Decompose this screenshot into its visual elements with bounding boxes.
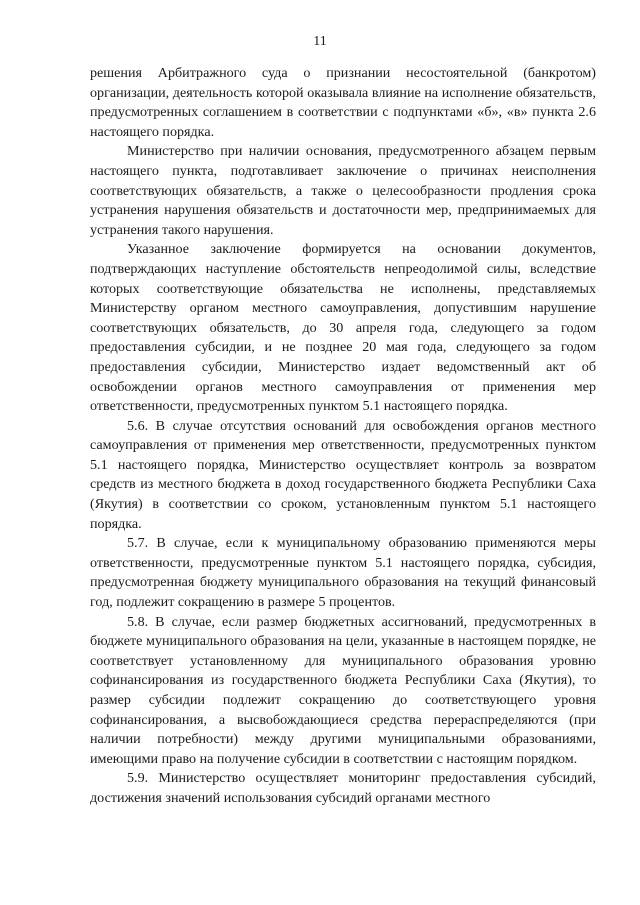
paragraph-5-8: 5.8. В случае, если размер бюджетных ассигнований, предусмотренных в бюджете муниципального образования на цели, указанные в настоящем порядке, не соответствует установленному для муниципального образования уровню софинансирования из государственного бюджета Республики Саха (Якутия), то размер субсидии подлежит сокращению до соответствующего уровня софинансирования, а высвобождающиеся средства перераспределяются (при наличии потребности) между другими муниципальными образованиями, имеющими право на получение субсидии в соответствии с настоящим порядком. [90,613,596,767]
paragraph-continuation: решения Арбитражного суда о признании несостоятельной (банкротом) организации, деятельность которой оказывала влияние на исполнение обязательств, предусмотренных соглашением в соответствии с подпунктами «б», «в» пункта 2.6 настоящего порядка. [90,65,596,140]
paragraph-5-6: 5.6. В случае отсутствия оснований для освобождения органов местного самоуправления от применения мер ответственности, предусмотренных пунктом 5.1 настоящего порядка, Министерство осуществляет контроль за возвратом средств из местного бюджета в доход государственного бюджета Республики Саха (Якутия) в соответствии со сроком, установленным пунктом 5.1 настоящего порядка. [90,417,596,532]
page-number: 11 [313,34,327,49]
paragraph-5-9: 5.9. Министерство осуществляет мониторинг предоставления субсидий, достижения значений использования субсидий органами местного [90,770,596,806]
paragraph-conclusion-basis: Указанное заключение формируется на основании документов, подтверждающих наступление обстоятельств непреодолимой силы, вследствие которых соответствующие обязательства не исполнены, представляемых Министерству органом местного самоуправления, допустившим нарушение соответствующих обязательств, до 30 апреля года, следующего за годом предоставления субсидии, и не позднее 20 мая года, следующего за годом предоставления субсидии, Министерство издает ведомственный акт об освобождении органов местного самоуправления от применения мер ответственности, предусмотренных пунктом 5.1 настоящего порядка. [90,241,596,415]
paragraph-5-7: 5.7. В случае, если к муниципальному образованию применяются меры ответственности, предусмотренные пунктом 5.1 настоящего порядка, субсидия, предусмотренная бюджету муниципального образования на текущий финансовый год, подлежит сокращению в размере 5 процентов. [90,535,596,611]
paragraph-ministry-conclusion: Министерство при наличии основания, предусмотренного абзацем первым настоящего пункта, подготавливает заключение о причинах неисполнения соответствующих обязательств, а также о целесообразности продления срока устранения нарушения обязательств и достаточности мер, предпринимаемых для устранения такого нарушения. [90,143,596,238]
document-body [90,64,596,809]
